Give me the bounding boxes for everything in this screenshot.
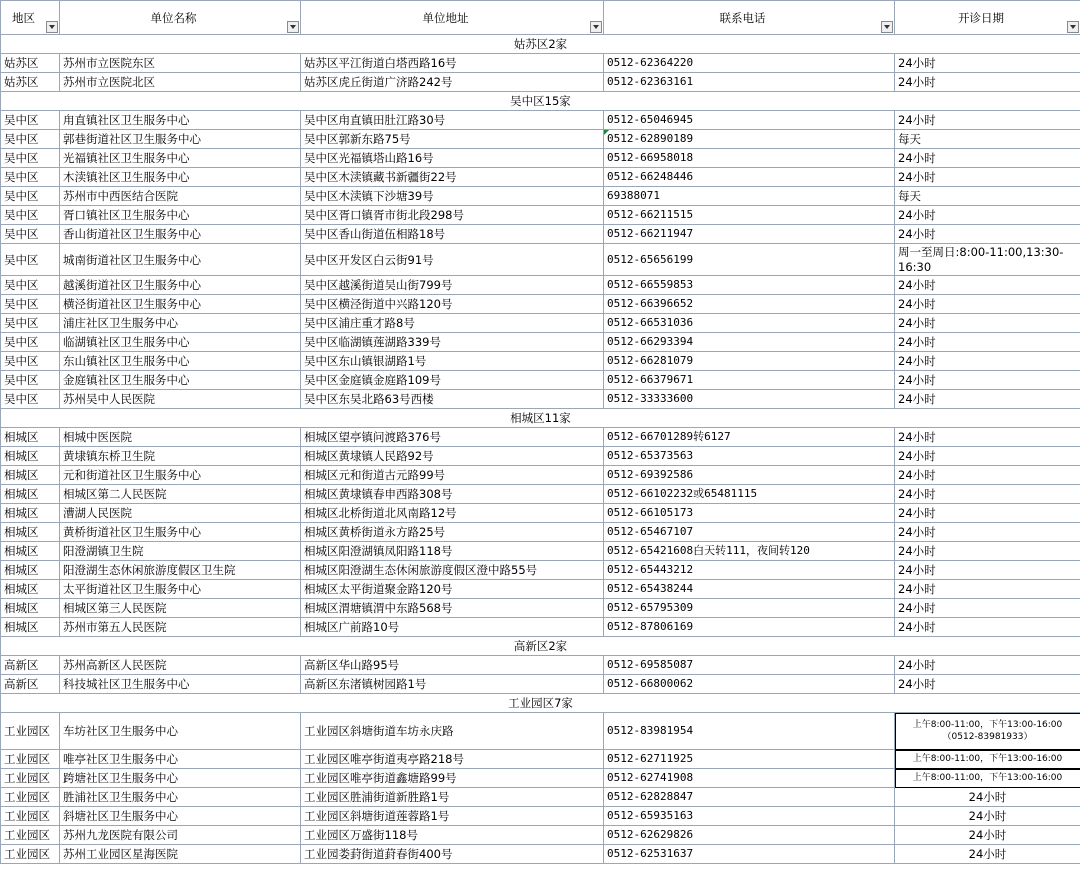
section-title[interactable]: 高新区2家 xyxy=(1,637,1080,656)
cell-hours[interactable]: 24小时 xyxy=(895,390,1080,409)
table-row xyxy=(1,788,1080,807)
cell-hours[interactable]: 24小时 xyxy=(895,466,1080,485)
cell-district[interactable]: 高新区 xyxy=(1,675,60,694)
cell-unit-name[interactable]: 光福镇社区卫生服务中心 xyxy=(60,149,301,168)
cell-unit-name[interactable]: 金庭镇社区卫生服务中心 xyxy=(60,371,301,390)
section-title[interactable]: 姑苏区2家 xyxy=(1,35,1080,54)
cell-address[interactable]: 相城区元和街道古元路99号 xyxy=(301,466,604,485)
cell-district[interactable]: 相城区 xyxy=(1,447,60,466)
cell-unit-name[interactable]: 黄桥街道社区卫生服务中心 xyxy=(60,523,301,542)
cell-district[interactable]: 工业园区 xyxy=(1,713,60,750)
cell-district[interactable]: 工业园区 xyxy=(1,826,60,845)
cell-hours[interactable]: 24小时 xyxy=(895,73,1080,92)
cell-district[interactable]: 吴中区 xyxy=(1,225,60,244)
cell-unit-name[interactable]: 东山镇社区卫生服务中心 xyxy=(60,352,301,371)
cell-address[interactable]: 吴中区胥口镇胥市街北段298号 xyxy=(301,206,604,225)
cell-hours[interactable]: 24小时 xyxy=(895,111,1080,130)
cell-address[interactable]: 吴中区横泾街道中兴路120号 xyxy=(301,295,604,314)
table-row xyxy=(1,314,1080,333)
cell-district[interactable]: 吴中区 xyxy=(1,276,60,295)
cell-phone[interactable]: 0512-66281079 xyxy=(604,352,895,371)
cell-hours[interactable]: 24小时 xyxy=(895,826,1080,845)
cell-hours[interactable]: 24小时 xyxy=(895,618,1080,637)
cell-unit-name[interactable]: 漕湖人民医院 xyxy=(60,504,301,523)
cell-district[interactable]: 姑苏区 xyxy=(1,54,60,73)
cell-unit-name[interactable]: 浦庄社区卫生服务中心 xyxy=(60,314,301,333)
cell-address[interactable]: 高新区东渚镇树园路1号 xyxy=(301,675,604,694)
header-label: 开诊日期 xyxy=(958,10,1004,25)
cell-hours[interactable]: 24小时 xyxy=(895,675,1080,694)
table-row xyxy=(1,73,1080,92)
cell-district[interactable]: 吴中区 xyxy=(1,168,60,187)
cell-hours[interactable]: 24小时 xyxy=(895,352,1080,371)
table-row xyxy=(1,187,1080,206)
cell-address[interactable]: 吴中区木渎镇下沙塘39号 xyxy=(301,187,604,206)
cell-district[interactable]: 吴中区 xyxy=(1,352,60,371)
cell-phone[interactable]: 0512-66379671 xyxy=(604,371,895,390)
cell-district[interactable]: 姑苏区 xyxy=(1,73,60,92)
cell-hours[interactable]: 24小时 xyxy=(895,542,1080,561)
cell-phone[interactable]: 0512-65373563 xyxy=(604,447,895,466)
cell-unit-name[interactable]: 甪直镇社区卫生服务中心 xyxy=(60,111,301,130)
section-title[interactable]: 吴中区15家 xyxy=(1,92,1080,111)
cell-hours[interactable]: 24小时 xyxy=(895,314,1080,333)
cell-address[interactable]: 吴中区金庭镇金庭路109号 xyxy=(301,371,604,390)
cell-phone[interactable]: 0512-66248446 xyxy=(604,168,895,187)
cell-address[interactable]: 相城区黄埭镇人民路92号 xyxy=(301,447,604,466)
cell-address[interactable]: 相城区太平街道聚金路120号 xyxy=(301,580,604,599)
table-row xyxy=(1,276,1080,295)
cell-address[interactable]: 吴中区香山街道伍相路18号 xyxy=(301,225,604,244)
cell-phone[interactable]: 0512-66211947 xyxy=(604,225,895,244)
cell-district[interactable]: 吴中区 xyxy=(1,295,60,314)
table-row xyxy=(1,542,1080,561)
cell-hours[interactable]: 周一至周日:8:00-11:00,13:30-16:30 xyxy=(895,244,1080,276)
cell-hours[interactable]: 24小时 xyxy=(895,168,1080,187)
cell-address[interactable]: 吴中区浦庄重才路8号 xyxy=(301,314,604,333)
table-row xyxy=(1,826,1080,845)
cell-district[interactable]: 吴中区 xyxy=(1,206,60,225)
filter-dropdown-icon[interactable] xyxy=(46,21,58,33)
cell-address[interactable]: 工业园区胜浦街道新胜路1号 xyxy=(301,788,604,807)
filter-dropdown-icon[interactable] xyxy=(1067,21,1079,33)
cell-unit-name[interactable]: 苏州市中西医结合医院 xyxy=(60,187,301,206)
cell-address[interactable]: 工业园娄葑街道葑春街400号 xyxy=(301,845,604,864)
header-open-date[interactable] xyxy=(895,1,1080,35)
cell-hours[interactable]: 每天 xyxy=(895,130,1080,149)
cell-address[interactable]: 相城区北桥街道北风南路12号 xyxy=(301,504,604,523)
cell-district[interactable]: 工业园区 xyxy=(1,769,60,788)
cell-phone[interactable]: 0512-62364220 xyxy=(604,54,895,73)
cell-phone[interactable]: 69388071 xyxy=(604,187,895,206)
cell-address[interactable]: 吴中区郭新东路75号 xyxy=(301,130,604,149)
cell-phone[interactable]: 0512-65046945 xyxy=(604,111,895,130)
cell-unit-name[interactable]: 苏州市立医院北区 xyxy=(60,73,301,92)
header-label: 单位地址 xyxy=(422,10,469,25)
cell-unit-name[interactable]: 苏州工业园区星海医院 xyxy=(60,845,301,864)
cell-hours[interactable]: 24小时 xyxy=(895,485,1080,504)
table-row xyxy=(1,333,1080,352)
cell-hours[interactable]: 24小时 xyxy=(895,561,1080,580)
cell-unit-name[interactable]: 斜塘社区卫生服务中心 xyxy=(60,807,301,826)
section-header-row xyxy=(1,694,1080,713)
cell-address[interactable]: 吴中区甪直镇田肚江路30号 xyxy=(301,111,604,130)
section-header-row xyxy=(1,92,1080,111)
cell-unit-name[interactable]: 车坊社区卫生服务中心 xyxy=(60,713,301,750)
cell-district[interactable]: 工业园区 xyxy=(1,845,60,864)
cell-district[interactable]: 吴中区 xyxy=(1,390,60,409)
cell-unit-name[interactable]: 胜浦社区卫生服务中心 xyxy=(60,788,301,807)
cell-district[interactable]: 相城区 xyxy=(1,542,60,561)
cell-hours[interactable]: 24小时 xyxy=(895,149,1080,168)
cell-unit-name[interactable]: 相城区第二人民医院 xyxy=(60,485,301,504)
cell-address[interactable]: 工业园区斜塘街道车坊永庆路 xyxy=(301,713,604,750)
cell-hours[interactable]: 24小时 xyxy=(895,599,1080,618)
cell-phone[interactable]: 0512-65795309 xyxy=(604,599,895,618)
cell-address[interactable]: 相城区阳澄湖镇凤阳路118号 xyxy=(301,542,604,561)
cell-unit-name[interactable]: 香山街道社区卫生服务中心 xyxy=(60,225,301,244)
cell-address[interactable]: 相城区黄埭镇春申西路308号 xyxy=(301,485,604,504)
cell-hours[interactable]: 24小时 xyxy=(895,54,1080,73)
cell-address[interactable]: 吴中区东吴北路63号西楼 xyxy=(301,390,604,409)
table-row xyxy=(1,225,1080,244)
header-row xyxy=(1,1,1080,35)
header-label: 单位名称 xyxy=(150,10,197,25)
cell-address[interactable]: 工业园区唯亭街道夷亭路218号 xyxy=(301,750,604,769)
cell-hours[interactable]: 24小时 xyxy=(895,447,1080,466)
section-header-row xyxy=(1,637,1080,656)
cell-address[interactable]: 姑苏区平江街道白塔西路16号 xyxy=(301,54,604,73)
cell-hours[interactable]: 24小时 xyxy=(895,428,1080,447)
cell-address[interactable]: 相城区黄桥街道永方路25号 xyxy=(301,523,604,542)
cell-district[interactable]: 相城区 xyxy=(1,485,60,504)
cell-district[interactable]: 相城区 xyxy=(1,599,60,618)
cell-address[interactable]: 吴中区木渎镇藏书新疆街22号 xyxy=(301,168,604,187)
table-row xyxy=(1,750,1080,769)
cell-hours[interactable]: 每天 xyxy=(895,187,1080,206)
table-row xyxy=(1,504,1080,523)
cell-district[interactable]: 相城区 xyxy=(1,466,60,485)
cell-unit-name[interactable]: 胥口镇社区卫生服务中心 xyxy=(60,206,301,225)
table-row xyxy=(1,466,1080,485)
table-row xyxy=(1,618,1080,637)
cell-phone[interactable]: 0512-62741908 xyxy=(604,769,895,788)
cell-phone[interactable]: 0512-65467107 xyxy=(604,523,895,542)
cell-phone[interactable]: 0512-69585087 xyxy=(604,656,895,675)
cell-unit-name[interactable]: 阳澄湖镇卫生院 xyxy=(60,542,301,561)
header-phone[interactable] xyxy=(604,1,895,35)
table-row xyxy=(1,656,1080,675)
cell-unit-name[interactable]: 太平街道社区卫生服务中心 xyxy=(60,580,301,599)
section-title[interactable]: 工业园区7家 xyxy=(1,694,1080,713)
cell-unit-name[interactable]: 科技城社区卫生服务中心 xyxy=(60,675,301,694)
cell-district[interactable]: 吴中区 xyxy=(1,111,60,130)
cell-phone[interactable]: 0512-69392586 xyxy=(604,466,895,485)
cell-district[interactable]: 工业园区 xyxy=(1,788,60,807)
cell-phone[interactable]: 0512-62531637 xyxy=(604,845,895,864)
cell-phone[interactable]: 0512-66559853 xyxy=(604,276,895,295)
cell-district[interactable]: 相城区 xyxy=(1,523,60,542)
filter-dropdown-icon[interactable] xyxy=(287,21,299,33)
table-row xyxy=(1,769,1080,788)
filter-dropdown-icon[interactable] xyxy=(590,21,602,33)
cell-unit-name[interactable]: 郭巷街道社区卫生服务中心 xyxy=(60,130,301,149)
table-row xyxy=(1,561,1080,580)
table-row xyxy=(1,54,1080,73)
table-row xyxy=(1,206,1080,225)
cell-district[interactable]: 吴中区 xyxy=(1,333,60,352)
cell-unit-name[interactable]: 苏州吴中人民医院 xyxy=(60,390,301,409)
cell-district[interactable]: 吴中区 xyxy=(1,130,60,149)
cell-district[interactable]: 吴中区 xyxy=(1,187,60,206)
table-row xyxy=(1,485,1080,504)
table-row xyxy=(1,713,1080,750)
table-row xyxy=(1,130,1080,149)
cell-phone[interactable]: 0512-65935163 xyxy=(604,807,895,826)
header-district[interactable] xyxy=(1,1,60,35)
cell-address[interactable]: 吴中区越溪街道吴山街799号 xyxy=(301,276,604,295)
cell-phone[interactable]: 0512-62890189 xyxy=(604,130,895,149)
cell-phone[interactable]: 0512-65443212 xyxy=(604,561,895,580)
cell-phone[interactable]: 0512-66102232或65481115 xyxy=(604,485,895,504)
cell-unit-name[interactable]: 元和街道社区卫生服务中心 xyxy=(60,466,301,485)
header-label: 地区 xyxy=(12,10,35,25)
cell-hours[interactable]: 24小时 xyxy=(895,206,1080,225)
cell-district[interactable]: 相城区 xyxy=(1,580,60,599)
cell-phone[interactable]: 0512-66396652 xyxy=(604,295,895,314)
cell-address[interactable]: 相城区望亭镇问渡路376号 xyxy=(301,428,604,447)
cell-phone[interactable]: 0512-65438244 xyxy=(604,580,895,599)
cell-hours[interactable]: 24小时 xyxy=(895,788,1080,807)
cell-phone[interactable]: 0512-66531036 xyxy=(604,314,895,333)
section-header-row xyxy=(1,35,1080,54)
cell-unit-name[interactable]: 阳澄湖生态休闲旅游度假区卫生院 xyxy=(60,561,301,580)
cell-hours[interactable]: 24小时 xyxy=(895,580,1080,599)
table-row xyxy=(1,352,1080,371)
cell-address[interactable]: 吴中区开发区白云街91号 xyxy=(301,244,604,276)
cell-hours[interactable]: 24小时 xyxy=(895,807,1080,826)
table-row xyxy=(1,111,1080,130)
cell-district[interactable]: 工业园区 xyxy=(1,807,60,826)
cell-hours[interactable]: 上午8:00-11:00，下午13:00-16:00 xyxy=(895,750,1080,769)
cell-hours[interactable]: 24小时 xyxy=(895,333,1080,352)
cell-address[interactable]: 吴中区临湖镇莲湖路339号 xyxy=(301,333,604,352)
cell-address[interactable]: 吴中区东山镇银湖路1号 xyxy=(301,352,604,371)
table-row xyxy=(1,447,1080,466)
cell-unit-name[interactable]: 黄埭镇东桥卫生院 xyxy=(60,447,301,466)
table-row xyxy=(1,845,1080,864)
header-label: 联系电话 xyxy=(719,10,766,25)
cell-address[interactable]: 工业园区斜塘街道莲蓉路1号 xyxy=(301,807,604,826)
filter-dropdown-icon[interactable] xyxy=(881,21,893,33)
cell-unit-name[interactable]: 临湖镇社区卫生服务中心 xyxy=(60,333,301,352)
table-row xyxy=(1,295,1080,314)
table-row xyxy=(1,149,1080,168)
cell-hours[interactable]: 上午8:00-11:00，下午13:00-16:00 xyxy=(895,769,1080,788)
header-unit-address[interactable] xyxy=(301,1,604,35)
cell-unit-name[interactable]: 唯亭社区卫生服务中心 xyxy=(60,750,301,769)
cell-district[interactable]: 吴中区 xyxy=(1,371,60,390)
cell-phone[interactable]: 0512-66211515 xyxy=(604,206,895,225)
cell-phone[interactable]: 0512-62363161 xyxy=(604,73,895,92)
header-unit-name[interactable] xyxy=(60,1,301,35)
cell-phone[interactable]: 0512-66800062 xyxy=(604,675,895,694)
cell-phone[interactable]: 0512-33333600 xyxy=(604,390,895,409)
cell-district[interactable]: 相城区 xyxy=(1,428,60,447)
cell-unit-name[interactable]: 相城中医医院 xyxy=(60,428,301,447)
table-row xyxy=(1,168,1080,187)
cell-district[interactable]: 相城区 xyxy=(1,504,60,523)
cell-unit-name[interactable]: 城南街道社区卫生服务中心 xyxy=(60,244,301,276)
cell-phone[interactable]: 0512-66958018 xyxy=(604,149,895,168)
cell-address[interactable]: 高新区华山路95号 xyxy=(301,656,604,675)
cell-unit-name[interactable]: 越溪街道社区卫生服务中心 xyxy=(60,276,301,295)
cell-district[interactable]: 相城区 xyxy=(1,561,60,580)
cell-unit-name[interactable]: 苏州市第五人民医院 xyxy=(60,618,301,637)
cell-phone[interactable]: 0512-65421608白天转111，夜间转120 xyxy=(604,542,895,561)
cell-phone[interactable]: 0512-62711925 xyxy=(604,750,895,769)
table-row xyxy=(1,371,1080,390)
cell-phone[interactable]: 0512-62828847 xyxy=(604,788,895,807)
cell-phone[interactable]: 0512-83981954 xyxy=(604,713,895,750)
cell-phone[interactable]: 0512-87806169 xyxy=(604,618,895,637)
cell-phone[interactable]: 0512-66701289转6127 xyxy=(604,428,895,447)
table-row xyxy=(1,580,1080,599)
cell-hours[interactable]: 24小时 xyxy=(895,845,1080,864)
cell-district[interactable]: 吴中区 xyxy=(1,244,60,276)
cell-district[interactable]: 相城区 xyxy=(1,618,60,637)
cell-unit-name[interactable]: 横泾街道社区卫生服务中心 xyxy=(60,295,301,314)
cell-unit-name[interactable]: 相城区第三人民医院 xyxy=(60,599,301,618)
cell-address[interactable]: 相城区渭塘镇渭中东路568号 xyxy=(301,599,604,618)
table-row xyxy=(1,244,1080,276)
cell-phone[interactable]: 0512-66105173 xyxy=(604,504,895,523)
cell-hours[interactable]: 24小时 xyxy=(895,523,1080,542)
cell-address[interactable]: 姑苏区虎丘街道广济路242号 xyxy=(301,73,604,92)
cell-unit-name[interactable]: 苏州市立医院东区 xyxy=(60,54,301,73)
cell-unit-name[interactable]: 苏州九龙医院有限公司 xyxy=(60,826,301,845)
cell-hours[interactable]: 24小时 xyxy=(895,295,1080,314)
cell-address[interactable]: 相城区广前路10号 xyxy=(301,618,604,637)
cell-hours[interactable]: 24小时 xyxy=(895,225,1080,244)
cell-unit-name[interactable]: 跨塘社区卫生服务中心 xyxy=(60,769,301,788)
cell-district[interactable]: 吴中区 xyxy=(1,314,60,333)
cell-hours[interactable]: 24小时 xyxy=(895,656,1080,675)
cell-unit-name[interactable]: 苏州高新区人民医院 xyxy=(60,656,301,675)
cell-district[interactable]: 高新区 xyxy=(1,656,60,675)
cell-district[interactable]: 工业园区 xyxy=(1,750,60,769)
section-header-row xyxy=(1,409,1080,428)
cell-address[interactable]: 工业园区唯亭街道鑫塘路99号 xyxy=(301,769,604,788)
cell-hours[interactable]: 24小时 xyxy=(895,504,1080,523)
table-body xyxy=(1,35,1080,864)
cell-address[interactable]: 相城区阳澄湖生态休闲旅游度假区澄中路55号 xyxy=(301,561,604,580)
table-row xyxy=(1,428,1080,447)
table-row xyxy=(1,675,1080,694)
cell-phone[interactable]: 0512-65656199 xyxy=(604,244,895,276)
cell-hours[interactable]: 上午8:00-11:00，下午13:00-16:00（0512-83981933） xyxy=(895,713,1080,750)
table-row xyxy=(1,390,1080,409)
cell-hours[interactable]: 24小时 xyxy=(895,276,1080,295)
table-row xyxy=(1,807,1080,826)
cell-phone[interactable]: 0512-66293394 xyxy=(604,333,895,352)
cell-hours[interactable]: 24小时 xyxy=(895,371,1080,390)
table-row xyxy=(1,599,1080,618)
cell-phone[interactable]: 0512-62629826 xyxy=(604,826,895,845)
table-row xyxy=(1,523,1080,542)
cell-address[interactable]: 吴中区光福镇塔山路16号 xyxy=(301,149,604,168)
cell-unit-name[interactable]: 木渎镇社区卫生服务中心 xyxy=(60,168,301,187)
section-title[interactable]: 相城区11家 xyxy=(1,409,1080,428)
cell-district[interactable]: 吴中区 xyxy=(1,149,60,168)
cell-address[interactable]: 工业园区万盛街118号 xyxy=(301,826,604,845)
